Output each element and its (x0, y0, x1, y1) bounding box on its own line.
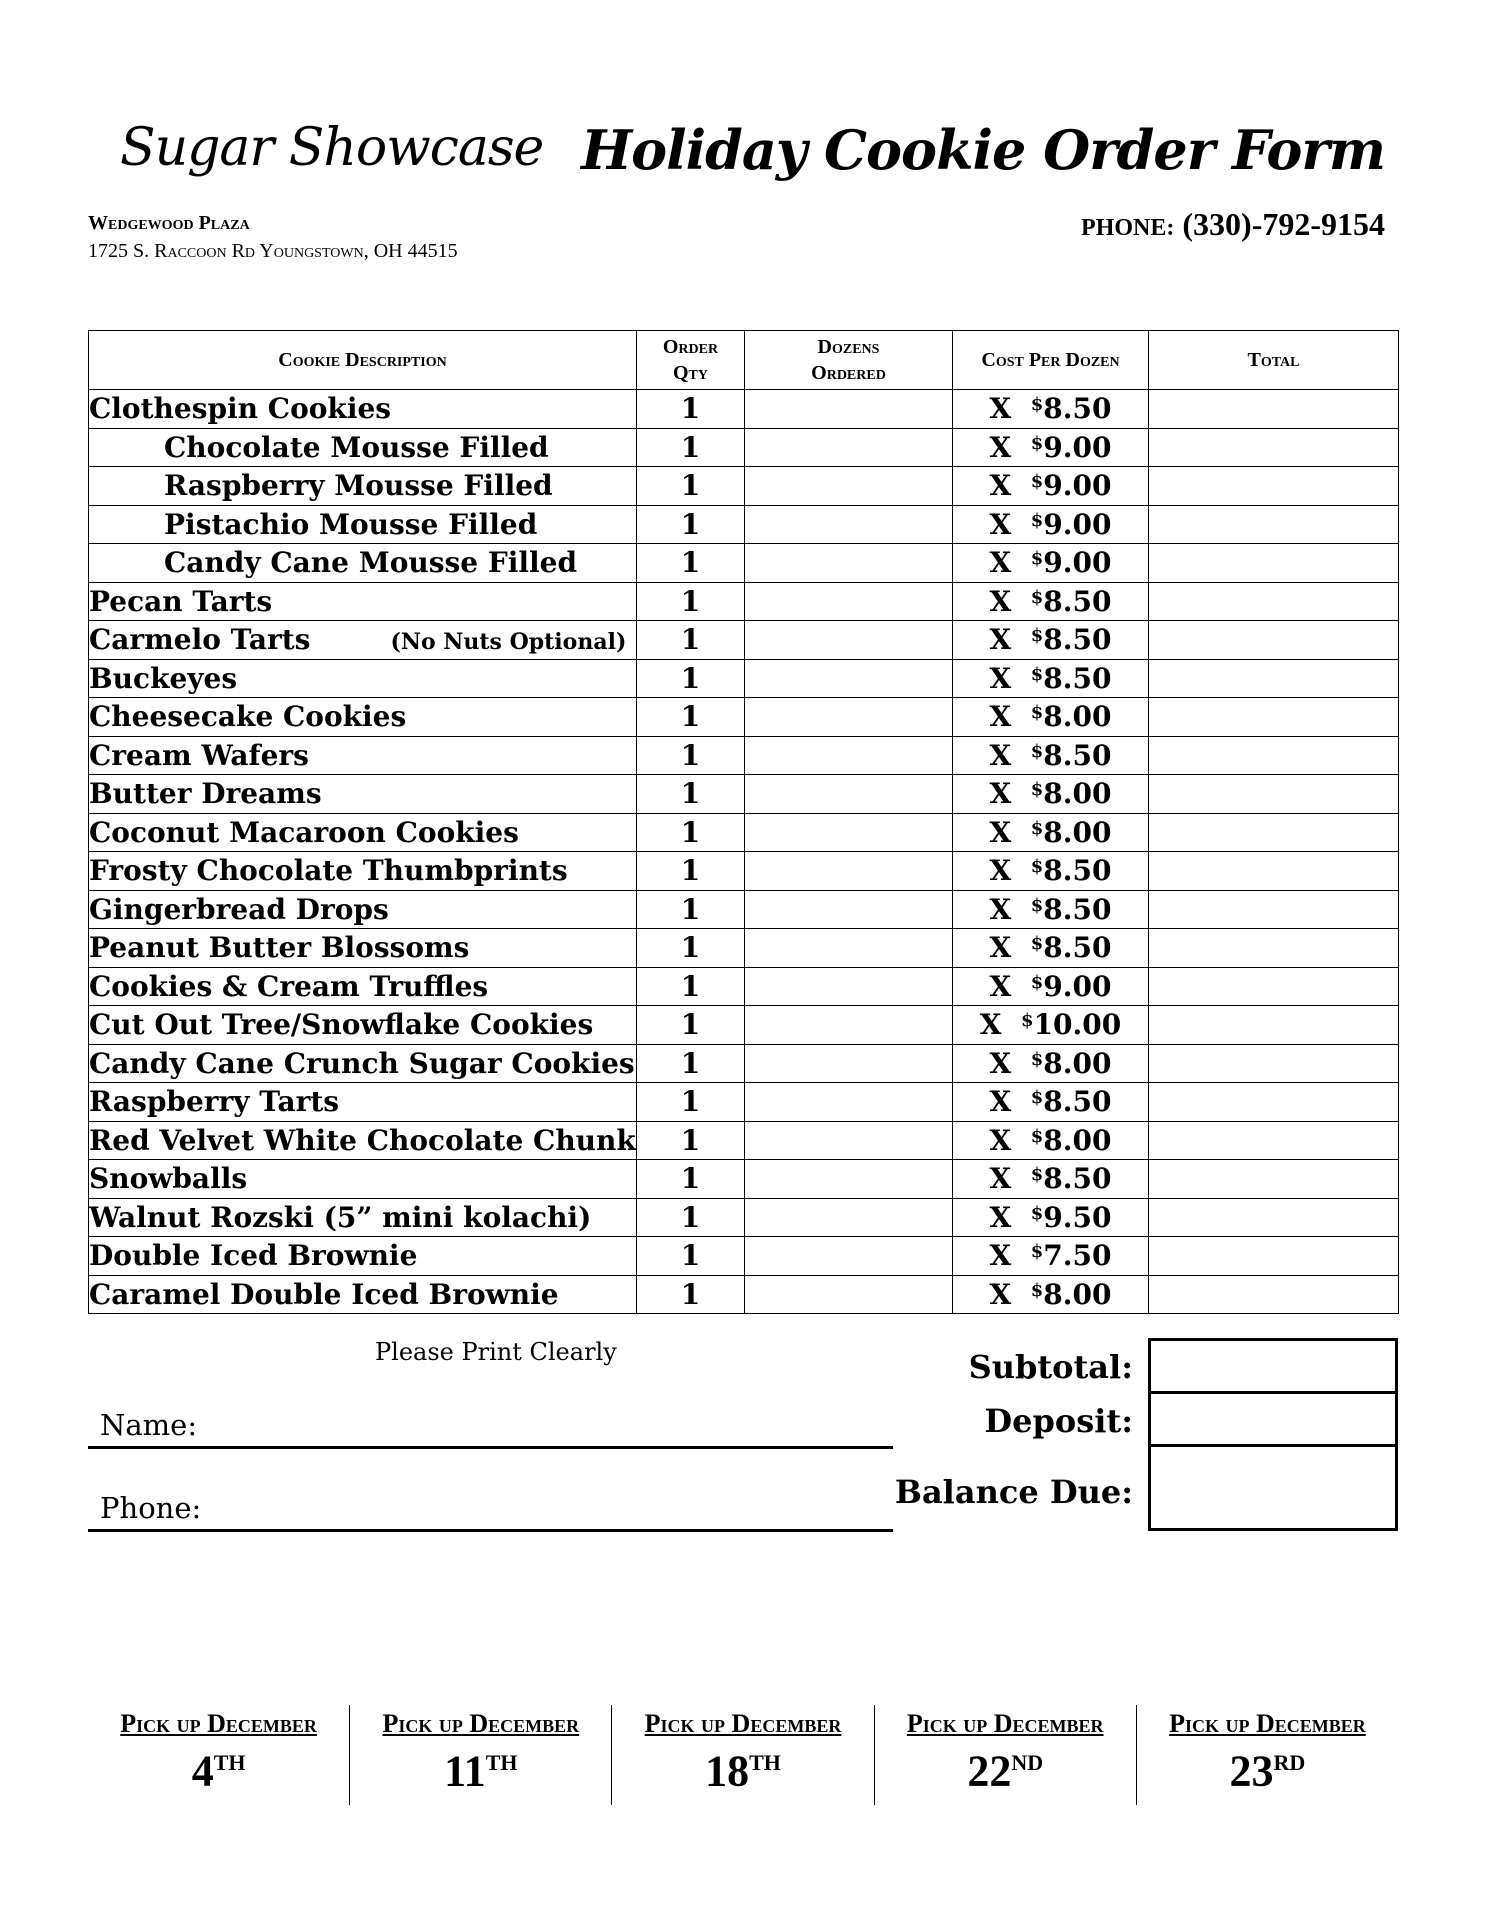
price-value: 9.00 (1043, 507, 1112, 541)
multiply-sign: X (989, 623, 1012, 657)
cookie-name: Caramel Double Iced Brownie (89, 1277, 559, 1311)
order-qty: 1 (637, 698, 745, 737)
price-value: 9.00 (1043, 969, 1112, 1003)
pickup-day-suffix: TH (213, 1750, 246, 1775)
price-value: 8.50 (1043, 661, 1112, 695)
order-qty: 1 (637, 1198, 745, 1237)
phone-label: PHONE: (1081, 215, 1175, 241)
currency-symbol: $ (1030, 432, 1044, 454)
table-row (89, 621, 1399, 660)
table-header-row (89, 331, 1399, 390)
multiply-sign: X (989, 1277, 1012, 1311)
multiply-sign: X (989, 661, 1012, 695)
cookie-name: Walnut Rozski (5” mini kolachi) (89, 1200, 592, 1234)
row-total-cell[interactable] (1149, 1083, 1399, 1122)
col-header-dozens-ordered (745, 331, 953, 390)
order-qty: 1 (637, 1275, 745, 1314)
col-header-total: Total (1149, 331, 1399, 390)
multiply-sign: X (989, 892, 1012, 926)
order-qty: 1 (637, 1083, 745, 1122)
order-qty: 1 (637, 775, 745, 814)
multiply-sign: X (989, 931, 1012, 965)
col-header-order-qty-line1: Order (662, 336, 719, 358)
cost-per-dozen (953, 1237, 1149, 1276)
price-value: 8.00 (1043, 700, 1112, 734)
phone-number: (330)-792-9154 (1182, 206, 1385, 242)
dozens-ordered-cell[interactable] (745, 775, 953, 814)
dozens-ordered-cell[interactable] (745, 1006, 953, 1045)
store-plaza: Wedgewood Plaza (88, 212, 250, 234)
table-row (89, 659, 1399, 698)
price-value: 8.50 (1043, 584, 1112, 618)
col-header-dozens-line1: Dozens (817, 336, 880, 358)
order-qty: 1 (637, 813, 745, 852)
col-header-order-qty (637, 331, 745, 390)
cost-per-dozen (953, 467, 1149, 506)
price-value: 8.00 (1043, 815, 1112, 849)
multiply-sign: X (989, 469, 1012, 503)
table-row (89, 1121, 1399, 1160)
dozens-ordered-cell[interactable] (745, 390, 953, 429)
multiply-sign: X (989, 507, 1012, 541)
cookie-description (89, 736, 637, 775)
cookie-name: Cheesecake Cookies (89, 700, 407, 734)
dozens-ordered-cell[interactable] (745, 582, 953, 621)
cost-per-dozen (953, 390, 1149, 429)
row-total-cell[interactable] (1149, 428, 1399, 467)
cookie-name: Red Velvet White Chocolate Chunk (89, 1123, 636, 1157)
table-row (89, 582, 1399, 621)
price-value: 9.00 (1043, 430, 1112, 464)
cookie-name: Peanut Butter Blossoms (89, 931, 470, 965)
cookie-name: Clothespin Cookies (89, 392, 392, 426)
currency-symbol: $ (1030, 1048, 1044, 1070)
table-row (89, 505, 1399, 544)
cookie-description (89, 428, 637, 467)
row-total-cell[interactable] (1149, 505, 1399, 544)
dozens-ordered-cell[interactable] (745, 967, 953, 1006)
cookie-description (89, 1083, 637, 1122)
table-row (89, 813, 1399, 852)
pickup-label: Pick up December (1169, 1709, 1366, 1738)
dozens-ordered-cell[interactable] (745, 467, 953, 506)
multiply-sign: X (989, 815, 1012, 849)
price-value: 8.50 (1043, 1162, 1112, 1196)
order-qty: 1 (637, 736, 745, 775)
pickup-day-suffix: TH (485, 1750, 518, 1775)
currency-symbol: $ (1030, 471, 1044, 493)
cookie-description (89, 467, 637, 506)
cost-per-dozen (953, 1121, 1149, 1160)
dozens-ordered-cell[interactable] (745, 621, 953, 660)
cookie-note: (No Nuts Optional) (390, 629, 627, 656)
pickup-day-suffix: RD (1273, 1750, 1306, 1775)
order-qty: 1 (637, 1006, 745, 1045)
balance-due-box[interactable] (1148, 1444, 1398, 1531)
cookie-description (89, 1160, 637, 1199)
subtotal-box[interactable] (1148, 1338, 1398, 1394)
cookie-description (89, 1275, 637, 1314)
pickup-day-suffix: TH (749, 1750, 781, 1775)
dozens-ordered-cell[interactable] (745, 736, 953, 775)
order-qty: 1 (637, 582, 745, 621)
dozens-ordered-cell[interactable] (745, 1198, 953, 1237)
phone-field-line[interactable] (88, 1529, 893, 1532)
cookie-description (89, 1006, 637, 1045)
price-value: 8.50 (1043, 854, 1112, 888)
price-value: 8.00 (1043, 1123, 1112, 1157)
price-value: 8.50 (1043, 392, 1112, 426)
row-total-cell[interactable] (1149, 544, 1399, 583)
store-phone (1081, 206, 1385, 243)
cost-per-dozen (953, 1160, 1149, 1199)
col-header-cost-per-dozen: Cost Per Dozen (953, 331, 1149, 390)
brand-name: Sugar Showcase (120, 118, 544, 178)
row-total-cell[interactable] (1149, 621, 1399, 660)
pickup-date (1136, 1705, 1398, 1805)
order-qty: 1 (637, 1121, 745, 1160)
print-clearly-note: Please Print Clearly (375, 1338, 617, 1366)
multiply-sign: X (989, 1200, 1012, 1234)
cookie-description (89, 621, 637, 660)
order-qty: 1 (637, 1237, 745, 1276)
form-title: Holiday Cookie Order Form (581, 118, 1385, 182)
col-header-dozens-line2: Ordered (811, 362, 886, 384)
row-total-cell[interactable] (1149, 1006, 1399, 1045)
cost-per-dozen (953, 967, 1149, 1006)
multiply-sign: X (989, 584, 1012, 618)
table-row (89, 1275, 1399, 1314)
cost-per-dozen (953, 1275, 1149, 1314)
multiply-sign: X (989, 1085, 1012, 1119)
row-total-cell[interactable] (1149, 736, 1399, 775)
multiply-sign: X (989, 1046, 1012, 1080)
price-value: 8.50 (1043, 931, 1112, 965)
cost-per-dozen (953, 1083, 1149, 1122)
cookie-description (89, 1237, 637, 1276)
pickup-day-number: 22 (967, 1746, 1012, 1796)
cookie-name: Snowballs (89, 1162, 248, 1196)
cost-per-dozen (953, 775, 1149, 814)
pickup-date (88, 1705, 349, 1805)
multiply-sign: X (989, 1239, 1012, 1273)
currency-symbol: $ (1030, 1087, 1044, 1109)
table-row (89, 1083, 1399, 1122)
dozens-ordered-cell[interactable] (745, 813, 953, 852)
currency-symbol: $ (1021, 1010, 1034, 1032)
order-qty: 1 (637, 544, 745, 583)
pickup-day-suffix: ND (1011, 1750, 1044, 1775)
currency-symbol: $ (1030, 971, 1044, 993)
currency-symbol: $ (1030, 1202, 1044, 1224)
row-total-cell[interactable] (1149, 582, 1399, 621)
multiply-sign: X (989, 546, 1012, 580)
multiply-sign: X (989, 1162, 1012, 1196)
cookie-name: Raspberry Tarts (89, 1085, 340, 1119)
price-value: 8.50 (1043, 1085, 1112, 1119)
pickup-day (88, 1739, 349, 1796)
pickup-label: Pick up December (120, 1709, 317, 1738)
cost-per-dozen (953, 929, 1149, 968)
table-row (89, 390, 1399, 429)
cost-per-dozen (953, 659, 1149, 698)
cookie-description (89, 1198, 637, 1237)
multiply-sign: X (989, 969, 1012, 1003)
price-value: 9.00 (1043, 546, 1112, 580)
table-row (89, 736, 1399, 775)
multiply-sign: X (989, 777, 1012, 811)
currency-symbol: $ (1030, 856, 1044, 878)
row-total-cell[interactable] (1149, 852, 1399, 891)
pickup-dates (88, 1705, 1398, 1805)
pickup-day (350, 1739, 611, 1796)
pickup-day (1137, 1739, 1398, 1796)
currency-symbol: $ (1030, 394, 1044, 416)
cookie-description (89, 390, 637, 429)
cost-per-dozen (953, 736, 1149, 775)
cookie-name: Cookies & Cream Truffles (89, 969, 489, 1003)
cookie-description (89, 1044, 637, 1083)
currency-symbol: $ (1030, 894, 1044, 916)
order-rows (89, 390, 1399, 1314)
row-total-cell[interactable] (1149, 390, 1399, 429)
currency-symbol: $ (1030, 933, 1044, 955)
table-row (89, 544, 1399, 583)
price-value: 8.50 (1043, 623, 1112, 657)
row-total-cell[interactable] (1149, 1160, 1399, 1199)
cookie-order-table (88, 330, 1399, 1314)
currency-symbol: $ (1030, 779, 1044, 801)
cost-per-dozen (953, 428, 1149, 467)
order-qty: 1 (637, 967, 745, 1006)
row-total-cell[interactable] (1149, 659, 1399, 698)
name-field-line[interactable] (88, 1446, 893, 1449)
order-qty: 1 (637, 505, 745, 544)
cost-per-dozen (953, 582, 1149, 621)
cookie-name: Coconut Macaroon Cookies (89, 815, 519, 849)
pickup-day (875, 1739, 1136, 1796)
pickup-day-number: 18 (705, 1746, 750, 1796)
cost-per-dozen (953, 890, 1149, 929)
table-row (89, 929, 1399, 968)
table-row (89, 967, 1399, 1006)
cookie-name: Frosty Chocolate Thumbprints (89, 854, 568, 888)
cookie-name: Candy Cane Crunch Sugar Cookies (89, 1046, 635, 1080)
balance-due-label: Balance Due: (894, 1473, 1133, 1511)
cost-per-dozen (953, 852, 1149, 891)
dozens-ordered-cell[interactable] (745, 1160, 953, 1199)
row-total-cell[interactable] (1149, 890, 1399, 929)
price-value: 8.00 (1043, 1277, 1112, 1311)
currency-symbol: $ (1030, 586, 1044, 608)
multiply-sign: X (989, 430, 1012, 464)
currency-symbol: $ (1030, 1125, 1044, 1147)
table-row (89, 1160, 1399, 1199)
currency-symbol: $ (1030, 702, 1044, 724)
cookie-description (89, 544, 637, 583)
table-row (89, 1044, 1399, 1083)
cookie-name: Gingerbread Drops (89, 892, 389, 926)
cost-per-dozen (953, 698, 1149, 737)
cookie-name: Pecan Tarts (89, 584, 273, 618)
dozens-ordered-cell[interactable] (745, 544, 953, 583)
dozens-ordered-cell[interactable] (745, 1044, 953, 1083)
currency-symbol: $ (1030, 625, 1044, 647)
multiply-sign: X (979, 1008, 1002, 1042)
pickup-label: Pick up December (906, 1709, 1104, 1738)
cost-per-dozen (953, 621, 1149, 660)
multiply-sign: X (989, 700, 1012, 734)
cookie-name: Butter Dreams (89, 777, 322, 811)
multiply-sign: X (989, 1123, 1012, 1157)
pickup-day-number: 23 (1229, 1746, 1274, 1796)
price-value: 10.00 (1033, 1008, 1122, 1042)
order-qty: 1 (637, 1044, 745, 1083)
cookie-description (89, 929, 637, 968)
table-row (89, 775, 1399, 814)
cookie-name: Double Iced Brownie (89, 1239, 418, 1273)
row-total-cell[interactable] (1149, 1275, 1399, 1314)
cookie-description (89, 775, 637, 814)
table-row (89, 852, 1399, 891)
cookie-name: Raspberry Mousse Filled (164, 469, 553, 503)
table-row (89, 890, 1399, 929)
pickup-date (874, 1705, 1136, 1805)
price-value: 9.50 (1043, 1200, 1112, 1234)
currency-symbol: $ (1030, 817, 1044, 839)
dozens-ordered-cell[interactable] (745, 1121, 953, 1160)
cost-per-dozen (953, 1198, 1149, 1237)
dozens-ordered-cell[interactable] (745, 505, 953, 544)
row-total-cell[interactable] (1149, 1121, 1399, 1160)
row-total-cell[interactable] (1149, 775, 1399, 814)
pickup-date (349, 1705, 611, 1805)
cookie-description (89, 852, 637, 891)
cookie-name: Cream Wafers (89, 738, 309, 772)
dozens-ordered-cell[interactable] (745, 1275, 953, 1314)
cookie-description (89, 582, 637, 621)
table-row (89, 1006, 1399, 1045)
row-total-cell[interactable] (1149, 967, 1399, 1006)
pickup-day-number: 11 (444, 1746, 486, 1796)
price-value: 8.50 (1043, 738, 1112, 772)
table-row (89, 1198, 1399, 1237)
pickup-label: Pick up December (644, 1709, 842, 1738)
pickup-day-number: 4 (191, 1746, 214, 1796)
cookie-name: Chocolate Mousse Filled (164, 430, 549, 464)
cookie-description (89, 698, 637, 737)
dozens-ordered-cell[interactable] (745, 1083, 953, 1122)
dozens-ordered-cell[interactable] (745, 428, 953, 467)
cookie-description (89, 1121, 637, 1160)
cookie-description (89, 813, 637, 852)
col-header-order-qty-line2: Qty (672, 362, 708, 384)
dozens-ordered-cell[interactable] (745, 929, 953, 968)
cost-per-dozen (953, 544, 1149, 583)
cost-per-dozen (953, 1044, 1149, 1083)
pickup-day (612, 1739, 873, 1796)
table-row (89, 428, 1399, 467)
price-value: 8.50 (1043, 892, 1112, 926)
cookie-name: Buckeyes (89, 661, 238, 695)
cookie-name: Carmelo Tarts (89, 623, 311, 657)
pickup-label: Pick up December (382, 1709, 580, 1738)
cost-per-dozen (953, 1006, 1149, 1045)
order-qty: 1 (637, 428, 745, 467)
row-total-cell[interactable] (1149, 929, 1399, 968)
subtotal-label: Subtotal: (968, 1348, 1133, 1386)
pickup-date (611, 1705, 873, 1805)
order-qty: 1 (637, 659, 745, 698)
row-total-cell[interactable] (1149, 1237, 1399, 1276)
multiply-sign: X (989, 854, 1012, 888)
cookie-description (89, 967, 637, 1006)
row-total-cell[interactable] (1149, 1044, 1399, 1083)
cookie-description (89, 890, 637, 929)
table-row (89, 698, 1399, 737)
dozens-ordered-cell[interactable] (745, 1237, 953, 1276)
currency-symbol: $ (1030, 1279, 1044, 1301)
order-qty: 1 (637, 890, 745, 929)
name-label: Name: (100, 1408, 198, 1442)
table-row (89, 1237, 1399, 1276)
dozens-ordered-cell[interactable] (745, 698, 953, 737)
row-total-cell[interactable] (1149, 813, 1399, 852)
cost-per-dozen (953, 505, 1149, 544)
cookie-name: Pistachio Mousse Filled (164, 507, 538, 541)
order-qty: 1 (637, 390, 745, 429)
cookie-name: Candy Cane Mousse Filled (164, 546, 578, 580)
cookie-name: Cut Out Tree/Snowflake Cookies (89, 1008, 594, 1042)
currency-symbol: $ (1030, 509, 1044, 531)
dozens-ordered-cell[interactable] (745, 852, 953, 891)
currency-symbol: $ (1030, 548, 1044, 570)
cost-per-dozen (953, 813, 1149, 852)
order-qty: 1 (637, 1160, 745, 1199)
store-address: 1725 S. Raccoon Rd Youngstown, OH 44515 (88, 240, 458, 262)
order-qty: 1 (637, 929, 745, 968)
order-qty: 1 (637, 621, 745, 660)
table-row (89, 467, 1399, 506)
dozens-ordered-cell[interactable] (745, 659, 953, 698)
currency-symbol: $ (1030, 740, 1044, 762)
cookie-description (89, 505, 637, 544)
multiply-sign: X (989, 738, 1012, 772)
currency-symbol: $ (1030, 663, 1044, 685)
price-value: 9.00 (1043, 469, 1112, 503)
dozens-ordered-cell[interactable] (745, 890, 953, 929)
row-total-cell[interactable] (1149, 467, 1399, 506)
deposit-label: Deposit: (984, 1402, 1133, 1440)
order-qty: 1 (637, 467, 745, 506)
cookie-description (89, 659, 637, 698)
multiply-sign: X (989, 392, 1012, 426)
phone-field-label: Phone: (100, 1491, 202, 1525)
deposit-box[interactable] (1148, 1391, 1398, 1447)
currency-symbol: $ (1030, 1241, 1044, 1263)
price-value: 7.50 (1043, 1239, 1112, 1273)
price-value: 8.00 (1043, 777, 1112, 811)
price-value: 8.00 (1043, 1046, 1112, 1080)
col-header-description: Cookie Description (89, 331, 637, 390)
order-qty: 1 (637, 852, 745, 891)
row-total-cell[interactable] (1149, 698, 1399, 737)
currency-symbol: $ (1030, 1164, 1044, 1186)
row-total-cell[interactable] (1149, 1198, 1399, 1237)
